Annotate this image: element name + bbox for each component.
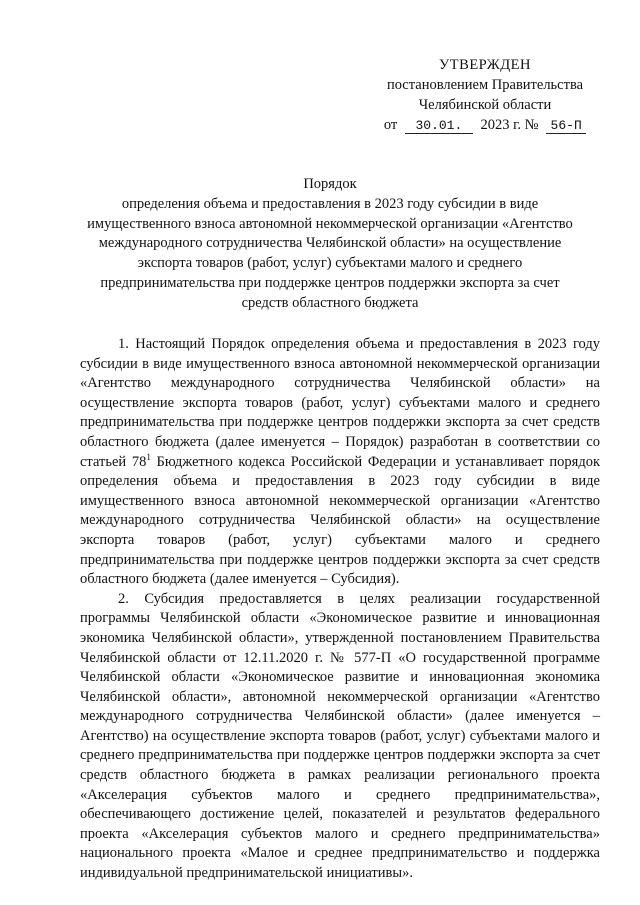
approval-date-line bbox=[370, 115, 600, 135]
approval-number-value: 56-П bbox=[546, 118, 586, 134]
approval-year-text: 2023 г. № bbox=[480, 117, 539, 133]
paragraph-2: 2. Субсидия предоставляется в целях реализации государственной программы Челябинской области «Экономическое развитие и инновационная экономика Челябинской области», утвержденной постановлением Правительства Челябинской области от 12.11.2020 г. № 577-П «О государственной программе Челябинской области «Экономическое развитие и инновационная экономика Челябинской области», автономной некоммерческой организации «Агентство международного сотрудничества Челябинской области» (далее именуется – Агентство) на осуществление экспорта товаров (работ, услуг) субъектами малого и среднего предпринимательства при поддержке центров поддержки экспорта за счет средств областного бюджета в рамках реализации регионального проекта «Акселерация субъектов малого и среднего предпринимательства», обеспечивающего достижение целей, показателей и результатов федерального проекта «Акселерация субъектов малого и среднего предпринимательства» национального проекта «Малое и среднее предпринимательство и поддержка индивидуальной предпринимательской инициативы». bbox=[80, 590, 600, 882]
approval-line-2: Челябинской области bbox=[418, 97, 552, 113]
approval-heading: УТВЕРЖДЕН bbox=[439, 57, 531, 73]
paragraph-1 bbox=[80, 335, 600, 590]
paragraph-1-superscript: 1 bbox=[146, 451, 151, 462]
approval-date-value: 30.01. bbox=[405, 118, 473, 134]
approval-stamp bbox=[370, 55, 600, 135]
approval-line-1: постановлением Правительства bbox=[386, 77, 584, 93]
paragraph-1-part-1: 1. Настоящий Порядок определения объема и предоставления в 2023 году субсидии в виде имущественного взноса автономной некоммерческой организации «Агентство международного сотрудничества Челябинской области» на осуществление экспорта товаров (работ, услуг) субъектами малого и среднего предпринимательства при поддержке центров поддержки экспорта за счет средств областного бюджета (далее именуется – Порядок) разработан в соответствии со статьей 78 bbox=[80, 336, 600, 470]
document-title bbox=[80, 175, 580, 314]
approval-date-prefix: от bbox=[383, 117, 398, 133]
title-heading: Порядок bbox=[303, 176, 357, 192]
title-text: определения объема и предоставления в 2023 году субсидии в виде имущественного взноса автономной некоммерческой организации «Агентство международного сотрудничества Челябинской области» на осуществление экспорта товаров (работ, услуг) субъектами малого и среднего предпринимательства при поддержке центров поддержки экспорта за счет средств областного бюджета bbox=[87, 195, 573, 311]
paragraph-1-part-2: Бюджетного кодекса Российской Федерации и устанавливает порядок определения объема и предоставления в 2023 году субсидии в виде имущественного взноса автономной некоммерческой организации «Агентство международного сотрудничества Челябинской области» на осуществление экспорта товаров (работ, услуг) субъектами малого и среднего предпринимательства при поддержке центров поддержки экспорта за счет средств областного бюджета (далее именуется – Субсидия). bbox=[80, 453, 601, 588]
document-body bbox=[80, 335, 600, 884]
